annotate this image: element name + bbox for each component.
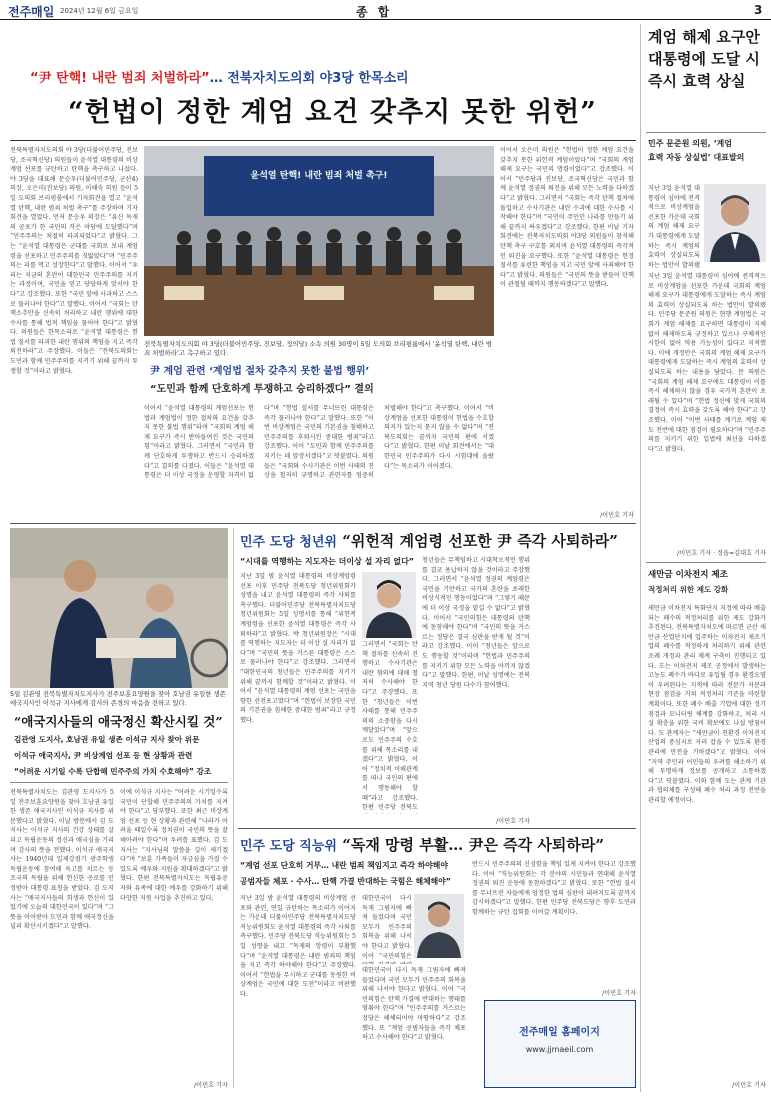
section-label: 종 합 <box>356 5 393 19</box>
sidebar-subtitle-a: 민주 문준원 의원, ‘계엄 <box>648 139 732 148</box>
story4-body-a: 지난 3일 밤 윤석열 대통령의 비상계엄 선포와 관련, 연일 규탄하는 목소리가 이어지는 가운데 더불어민주당 전북특별자치도당 직능위원회도 윤석열 대통령의 즉각 사퇴를 촉구했다. 민주당 전북도당 직능위원회는 5일 성명을 내고 “독재의 망령이 부활했다”며 “윤석열 대통령은 내란 범죄의 책임을 지고 즉각 하야해야 한다”고 주장했다. 이어서 “헌법을 무시하고 군대를 동원한 비상계엄은 국민에 대한 도전”이라고 비판했다. <box>240 895 356 998</box>
main-body-col5: 이어서 오은미 의원은 “헌법이 정한 계엄 요건을 갖추지 못한 위헌적 계엄이었다”며 “국회의 계엄 해제 요구는 국민의 명령이었다”고 강조했다. 이어서 “민주당과 진보당, 조국혁신당은 국민과 함께 윤석열 정권의 퇴진을 위해 모든 노력을 다하겠다”고 밝혔다. 그러면서 “국회는 즉각 탄핵 절차에 돌입하고 수사기관은 내란 수괴에 대한 수사를 시작해야 한다”며 “국민이 주인인 나라를 만들기 위해 끝까지 싸우겠다”고 강조했다. 한편 이날 기자회견에는 전북자치도의회 야3당 의원들이 참석해 탄핵 촉구 구호를 외치며 윤석열 대통령의 즉각적인 퇴진을 요구했다. 또한 “윤석열 대통령은 헌정 질서를 유린한 책임을 지고 국민 앞에 사죄해야 한다”고 밝혔다. 의원들은 “국민의 뜻을 받들어 탄핵이 관철될 때까지 행동하겠다”고 말했다. <box>500 147 634 289</box>
story3-caption: 5일 김관영 전북특별자치도지사가 전주보훈요양원을 찾아 호남권 유일한 생존 애국지사인 이석규 지사에게 감사의 존경의 마음을 전하고 있다. <box>10 690 226 707</box>
divider <box>10 523 636 524</box>
story2-party: 민주 도당 청년위 <box>240 535 337 550</box>
sidebar-divider <box>646 132 766 133</box>
column-rule <box>233 528 234 1088</box>
story3-headline: “애국지사들의 애국정신 확산시킬 것” <box>14 714 223 729</box>
photo-banner: 윤석열 탄핵! 내란 범죄 처벌 촉구! <box>250 171 388 181</box>
sidebar2-headline: 새만금 이차전지 제조 <box>648 570 728 580</box>
sidebar-body: 지난 3일 윤석열 대통령이 심야에 전격적으로 비상계엄을 선포한 가운데 국회의 계엄 해제 요구가 대통령에게 도달하는 즉시 계엄의 효력이 상실되도록 하는 법안이 발의됐다. 민주당 문준원 의원은 현행 계엄법은 국회가 계엄 해제를 요구하면 대통령이 지체 없이 해제하도록 규정하고 있으나 구체적인 시한이 없어 악용 가능성이 있다고 지적했다. 이에 개정안은 국회의 계엄 해제 요구가 대통령에게 도달하는 즉시 계엄의 효력이 상실되도록 하는 내용을 담았다. 문 의원은 “국회의 계엄 해제 요구에도 대통령이 이를 즉시 해제하지 않을 경우 국가적 혼란이 초래될 수 있다”며 “헌법 정신에 맞게 국회의 결정이 즉시 효력을 갖도록 해야 한다”고 강조했다. 이어 “이번 사태를 계기로 계엄 제도 전반에 대한 점검이 필요하다”며 “민주주의를 지키기 위한 입법에 최선을 다하겠다”고 밝혔다. <box>648 273 766 453</box>
visit-photo <box>10 528 228 688</box>
story4-portrait <box>414 894 464 958</box>
ad-url[interactable]: www.jjmaeil.com <box>525 1045 594 1054</box>
story2-subhead: “시대를 역행하는 지도자는 더이상 설 자리 없다” <box>240 557 415 566</box>
sidebar-divider <box>646 562 766 563</box>
sidebar2-subtitle: 적정처리 위한 제도 강화 <box>648 585 729 594</box>
story4-subhead2: 공범자들 체포 · 수사… 탄핵 가결 반대하는 국힘은 해체해야” <box>240 877 451 886</box>
story4-headline <box>240 834 636 855</box>
story2-body-c: 청년들은 무책임하고 시대착오적인 행위를 결코 용납하지 않을 것이라고 주장했다. 그러면서 “윤석열 정권의 계엄령은 국민을 기만하고 국가의 혼란을 초래한 비상식적인 행동이었다”며 “그렇기 때문에 더 이상 국정을 맡길 수 없다”고 밝혔다. 이어서 “국민의힘은 대통령의 탄핵에 동참해야 한다”며 “국민의 뜻을 거스르는 정당은 결국 심판을 받게 될 것”이라고 강조했다. 이어 “청년들은 앞으로도 행동할 것”이라며 “헌법과 민주주의를 지키기 위한 모든 노력을 아끼지 않겠다”고 말했다. 한편, 이날 성명에는 전북지역 청년 당원 다수가 참여했다. <box>422 557 530 689</box>
main-photo <box>144 146 494 336</box>
sidebar-subtitle-b: 효력 자동 상실법’ 대표발의 <box>648 153 745 162</box>
story4-byline: /이민호 기자 <box>602 990 636 997</box>
page-number: 3 <box>754 3 763 17</box>
story3-body-a: 전북특별자치도는 김관영 도지사가 5일 전주보훈요양원을 찾아 호남권 유일한 생존 애국지사인 이석규 지사를 위문했다고 밝혔다. 이날 방문에서 김 도지사는 이석규 지사의 건강 상태를 살피고 독립운동의 정신과 애국심을 기리며 감사의 뜻을 전했다. 이석규 애국지사는 1940년대 일제강점기 광주학생 독립운동에 참여해 옥고를 치르는 등 조국의 독립을 위해 헌신한 공로를 인정받아 대통령 표창을 받았다. 김 도지사는 “애국지사들의 희생과 헌신이 있었기에 오늘의 대한민국이 있다”며 “그 뜻을 이어받아 도민과 함께 애국정신을 널리 확산시키겠다”고 말했다. <box>10 789 114 931</box>
sidebar-headline: 계엄 해제 요구안 대통령에 도달 시 즉시 효력 상실 <box>648 28 760 90</box>
story4-quote: “독재 망령 부활… 尹은 즉각 사퇴하라” <box>342 836 604 854</box>
sidebar-body-lead: 지난 3일 윤석열 대통령이 심야에 전격적으로 비상계엄을 선포한 가운데 국회의 계엄 해제 요구가 대통령에게 도달하는 즉시 계엄의 효력이 상실되도록 하는 법안이 발의됐 <box>648 185 700 268</box>
divider <box>238 828 636 829</box>
homepage-ad[interactable] <box>484 1000 636 1088</box>
story3-body-b: 이에 이석규 지사는 “어려운 시기일수록 국민이 단합해 민주주의의 가치를 지켜야 한다”고 당부했다. 또한 최근 비상계엄 선포 등 현 상황과 관련해 “나라가 어려울 때일수록 정치권이 국민의 뜻을 잘 헤아려야 한다”며 우려를 표했다. 김 도지사는 “지사님의 말씀을 깊이 새기겠다”며 “보훈 가족들이 자긍심을 가질 수 있도록 예우와 지원을 확대하겠다”고 밝혔다. 한편 전북특별자치도는 독립유공자와 유족에 대한 예우를 강화하기 위해 다양한 지원 사업을 추진하고 있다. <box>120 789 228 902</box>
story3-sub3: “어려운 시기일 수록 단합해 민주주의 가치 수호해야” 강조 <box>14 767 212 776</box>
story3-photo <box>10 528 228 688</box>
main-kicker <box>30 67 630 86</box>
main-kicker-quote: “尹 탄핵! 내란 범죄 처벌하라” <box>30 71 210 86</box>
story2-body-a: 지난 3일 밤 윤석열 대통령의 비상계엄령 선포 이후 민주당 전북도당 청년위원회가 성명을 내고 윤석열 대통령의 즉각 사퇴를 촉구했다. 더불어민주당 전북특별자치도당 청년위원회는 5일 성명서를 통해 “위헌적 계엄령을 선포한 윤석열 대통령은 즉각 사퇴하라”고 밝혔다. 박 청년위원장은 “시대를 역행하는 지도자는 더 이상 설 자리가 없다”며 “국민의 뜻을 거스른 대통령은 스스로 물러나야 한다”고 강조했다. 그러면서 “대한민국의 청년들은 민주주의를 지키기 위해 끝까지 함께할 것”이라고 밝혔다. 이어서 “윤석열 대통령의 계엄 선포는 국민을 향한 선전포고였다”며 “헌법이 보장한 국민의 기본권을 침해한 중대한 범죄”라고 규정했다. <box>240 573 356 724</box>
story4-body-b-lead: 대한민국이 다시 독재 그림자에 빠져 들었다며 국민 모두가 민주주의 회복을 위해 나서야 한다고 밝혔다. 이어 “국민의힘은 <box>362 895 412 960</box>
sidebar-byline: /이민호 기자 · 정읍=김대호 기자 <box>677 550 766 557</box>
sub-title-b: “도민과 함께 단호하게 투쟁하고 승리하겠다” 결의 <box>150 384 374 395</box>
page-header <box>0 0 771 20</box>
story3-sub1: 김관영 도지사, 호남권 유일 생존 이석규 지사 찾아 위문 <box>14 735 200 744</box>
sub-story-body: 이어서 “윤석열 대통령의 계엄선포는 헌법과 계엄법이 정한 절차와 요건을 갖추지 못한 불법 행위”라며 “국회의 계엄 해제 요구가 즉시 받아들여진 것은 국민의 힘”이라고 밝혔다. 그러면서 “국민과 함께 단호하게 투쟁하고 반드시 승리하겠다”고 결의를 다졌다. 이들은 “윤석열 대통령은 더 이상 국정을 운영할 자격이 없다”며 “헌법 질서를 무너뜨린 대통령은 즉각 물러나야 한다”고 말했다. 또한 “이번 비상계엄은 국민의 기본권을 침해하고 민주주의를 후퇴시킨 중대한 범죄”라고 강조했다. 이어 “도민과 함께 민주주의를 지키는 데 앞장서겠다”고 덧붙였다. 의원들은 “국회와 수사기관은 이번 사태의 진상을 철저히 규명하고 관련자를 엄중히 처벌해야 한다”고 촉구했다. 이어서 “비상계엄을 선포한 대통령이 헌법을 수호할 의지가 있는지 묻지 않을 수 없다”며 “전북도의회는 끝까지 국민의 편에 서겠다”고 밝혔다. 한편 이날 회견에서는 “대한민국 민주주의가 다시 시험대에 올랐다”는 목소리가 이어졌다. <box>144 405 494 480</box>
story4-body-c: 반드시 민주주의의 신성함을 책임 있게 지켜야 한다고 강조했다. 이어 “직능위원회는 각 분야의 시민들과 연대해 윤석열 정권의 퇴진 운동에 동참하겠다”고 밝혔다. 또한 “헌법 질서를 무너뜨린 자들에게 엄정한 법의 심판이 내려지도록 끝까지 감시하겠다”고 말했다. 한편 민주당 전북도당은 향후 도민과 함께하는 규탄 집회를 이어갈 계획이다. <box>472 861 636 916</box>
story4-subhead1: “계엄 선포 단호히 거부… 내란 범죄 책임지고 즉각 하야해야 <box>240 861 448 870</box>
story3-byline: /이민호 기자 <box>194 1082 228 1089</box>
story2-portrait <box>362 572 416 638</box>
main-headline: “헌법이 정한 계엄 요건 갖추지 못한 위헌” <box>68 97 597 128</box>
story2-byline: /이민호 기자 <box>496 818 530 825</box>
ad-name: 전주매일 홈페이지 <box>519 1027 600 1038</box>
dateline: 2024년 12월 6일 금요일 <box>60 7 139 15</box>
story4-body-b: 대한민국이 다시 독재 그림자에 빠져 들었다며 국민 모두가 민주주의 회복을 위해 나서야 한다고 밝혔다. 이어 “국민의힘은 탄핵 가결에 반대하는 행태를 멈춰야 한다”며 “민주주의를 거스르는 정당은 해체되어야 마땅하다”고 강조했다. 또 “계엄 공범자들을 즉각 체포하고 수사해야 한다”고 밝혔다. <box>362 967 466 1042</box>
column-rule <box>640 24 641 1092</box>
person-icon <box>362 572 416 638</box>
story2-body-b: 그러면서 “국회는 탄핵 절차를 신속히 진행하고 수사기관은 내란 혐의에 대해 철저히 수사해야 한다”고 주장했다. 또한 “청년들은 이번 사태를 통해 민주주의의 소중함을 다시 깨달았다”며 “앞으로도 민주주의 수호를 위해 목소리를 내겠다”고 밝혔다. 이어 “정치적 이해관계를 떠나 국민의 편에서 행동해야 할 때”라고 강조했다. 한편 민주당 전북도 <box>362 641 418 812</box>
divider <box>10 140 636 141</box>
sidebar-portrait <box>704 184 766 262</box>
masthead: 전주매일 <box>8 5 55 19</box>
story2-quote: “위헌적 계엄령 선포한 尹 즉각 사퇴하라” <box>342 532 618 550</box>
sub-title-a-text: 尹 계엄 관련 ‘계엄법 절차 갖추지 못한 불법 행위’ <box>150 366 370 377</box>
story2-headline <box>240 530 636 551</box>
person-icon <box>704 184 766 262</box>
sub-title-a <box>150 362 630 377</box>
person-icon <box>414 894 464 958</box>
story4-party: 민주 도당 직능위 <box>240 839 337 854</box>
divider <box>10 782 228 783</box>
main-photo-caption: 전북특별자치도의회 야 3당(더불어민주당, 진보당, 정의당) 소속 의원 30명이 5일 도의회 브리핑룸에서 ‘윤석열 탄핵, 내란 범죄 처벌하라’고 촉구하고 있다. <box>144 340 492 357</box>
sidebar2-byline: /이민호 기자 <box>732 1082 766 1089</box>
story3-sub2: 이석규 애국지사, 尹 비상계엄 선포 등 현 상황과 관련 <box>14 751 193 760</box>
main-byline: /이민호 기자 <box>600 512 634 519</box>
main-kicker-rest: … 전북자치도의회 야3당 한목소리 <box>209 71 409 86</box>
main-body-col1: 전북특별자치도의회 야 3당(더불어민주당, 진보당, 조국혁신당) 의원들이 윤석열 대통령의 비상계엄 선포를 규탄하고 탄핵을 촉구하고 나섰다. 야 3당을 대표해 문승우(더불어민주당, 군산4) 의장, 오은미(진보당) 의원, 이해숙 의원 등이 5일 도의회 브리핑룸에서 기자회견을 열고 “윤석열 탄핵, 내란 범죄 처벌 촉구”를 주장하며 기자회견을 열었다. 먼저 문승우 의장은 “유신 독재의 공포가 한 국민의 작은 마당에 도달했다”며 “민주주의는 처절히 파괴되었다”고 밝혔다. 그는 “윤석열 대통령은 군대를 국회로 보내 계엄령을 선포하고 민주주의를 짓밟았다”며 “민주주의는 피를 먹고 성장한다”고 말했다. 이어서 “우리는 지금의 혼란이 대한민국 민주주의를 지키는 과정이며, 국민을 믿고 당당하게 맞서야 한다”고 강조했다. 또한 “국민 앞에 사과하고 스스로 물러나야 한다”고 말했다. 이어서 “국회는 탄핵소추안을 신속히 처리하고 내란 행위에 대한 수사를 통해 법적 책임을 물어야 한다”고 밝혔다. 의원들은 한목소리로 “윤석열 대통령은 헌법 질서를 파괴한 내란 행위의 책임을 지고 즉각 퇴진하라”고 주장했다. 이들은 “전북도의회는 도민과 함께 민주주의를 지키기 위해 끝까지 투쟁할 것”이라고 밝혔다. <box>10 147 138 375</box>
sidebar2-body: 새만금 이차전지 특화단지 지정에 따라 배출되는 폐수의 적정처리를 위한 제도 강화가 추진된다. 전북특별자치도에 따르면 군산 새만금 산업단지에 입주하는 이차전지 제조기업의 폐수를 적정하게 처리하기 위해 관련 조례 개정과 관리 체계 구축이 진행되고 있다. 도는 이차전지 제조 공정에서 발생하는 고농도 폐수가 바다로 유입될 경우 환경오염이 우려된다는 지적에 따라 전문가 자문과 현장 점검을 거쳐 적정처리 기준을 마련할 계획이다. 또한 폐수 배출 기업에 대한 정기 점검과 모니터링 체계를 강화하고, 처리 시설 확충을 위한 국비 확보에도 나설 방침이다. 도 관계자는 “새만금이 친환경 이차전지 산업의 중심지로 자리 잡을 수 있도록 환경 관리에 만전을 기하겠다”고 밝혔다. 이어 “지역 주민과 어민들의 우려를 해소하기 위해 투명하게 정보를 공개하고 소통하겠다”고 덧붙였다. 이와 함께 도는 관계 기관과 협의체를 구성해 폐수 처리 과정 전반을 관리할 예정이다. <box>648 605 766 804</box>
